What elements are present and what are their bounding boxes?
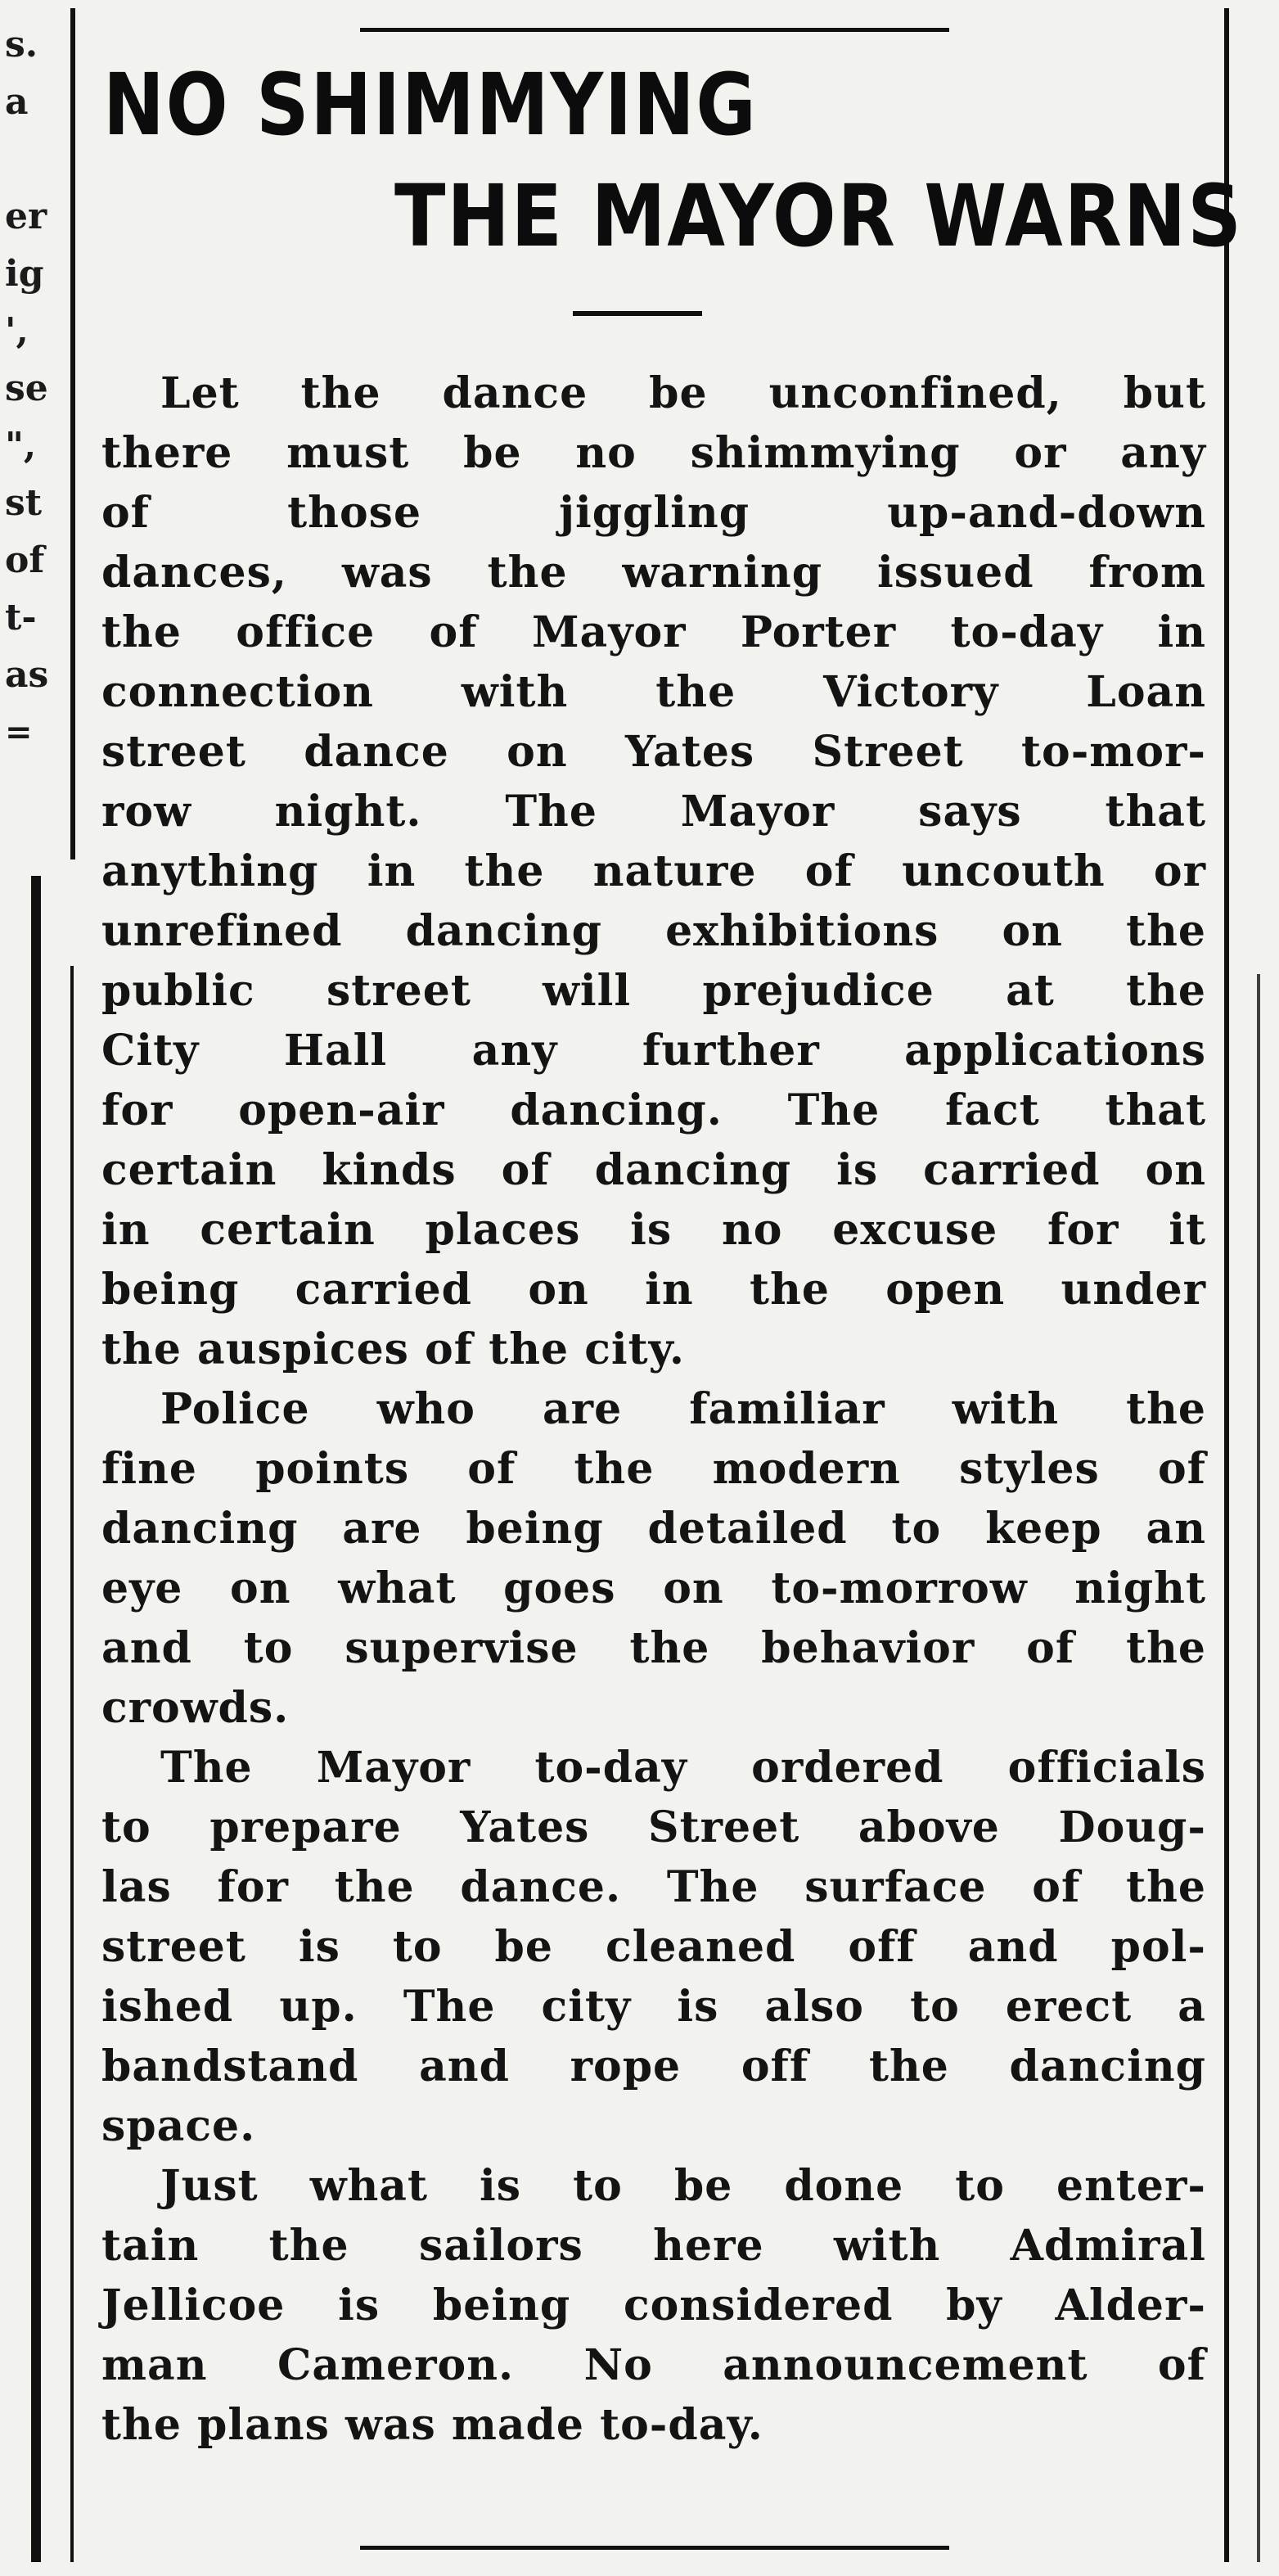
paragraph-line: bandstand and rope off the dancing [101,2041,1206,2091]
fragment: of [5,539,45,581]
paragraph-line: for open-air dancing. The fact that [101,1085,1206,1135]
paragraph-line: unrefined dancing exhibitions on the [101,906,1206,956]
paragraph-line: and to supervise the behavior of the [101,1623,1206,1673]
fragment: st [5,482,43,524]
headline-line-1: NO SHIMMYING [103,55,758,155]
paragraph-line: Just what is to be done to enter- [160,2161,1206,2211]
fragment: a [5,81,29,123]
paragraph-line: the plans was made to-day. [101,2400,763,2450]
paragraph-line: there must be no shimmying or any [101,428,1206,478]
column-rule-left-heavy [31,876,41,2562]
fragment: ', [5,310,29,352]
paragraph-line: City Hall any further applications [101,1026,1206,1076]
paragraph-line: the office of Mayor Porter to-day in [101,607,1206,657]
paragraph-line: to prepare Yates Street above Doug- [101,1802,1206,1852]
fragment: se [5,368,48,409]
fragment: er [5,196,47,237]
fragment: ", [5,425,37,467]
paragraph-line: crowds. [101,1683,290,1733]
paragraph-line: Police who are familiar with the [160,1384,1206,1434]
paragraph-line: of those jiggling up-and-down [101,488,1206,538]
fragment: as [5,654,49,696]
bottom-divider [360,2546,949,2550]
column-rule-left-thin [70,966,74,2562]
paragraph-line: anything in the nature of uncouth or [101,846,1206,896]
fragment: s. [5,24,38,65]
paragraph-line: tain the sailors here with Admiral [101,2221,1206,2271]
paragraph-line: las for the dance. The surface of the [101,1862,1206,1912]
paragraph-line: eye on what goes on to-morrow night [101,1563,1206,1613]
headline-divider [573,311,702,316]
paragraph-line: connection with the Victory Loan [101,667,1206,717]
paragraph-line: row night. The Mayor says that [101,787,1206,837]
fragment [5,131,64,188]
paragraph-line: public street will prejudice at the [101,966,1206,1016]
paragraph-line: the auspices of the city. [101,1324,685,1374]
paragraph-line: in certain places is no excuse for it [101,1205,1206,1255]
column-rule-left [70,8,75,859]
headline-line-2: THE MAYOR WARNS [394,166,1243,266]
paragraph-line: street is to be cleaned off and pol- [101,1922,1206,1972]
paragraph-line: ished up. The city is also to erect a [101,1982,1206,2032]
paragraph-line: dances, was the warning issued from [101,548,1206,598]
fragment: = [5,713,33,751]
paragraph-line: dancing are being detailed to keep an [101,1504,1206,1554]
paragraph-line: space. [101,2101,256,2151]
column-rule-right-thin [1257,974,1260,2562]
paragraph-line: The Mayor to-day ordered officials [160,1743,1206,1793]
paragraph-line: being carried on in the open under [101,1265,1206,1315]
left-column-fragments [5,16,64,761]
paragraph-line: man Cameron. No announcement of [101,2340,1206,2390]
paragraph-line: fine points of the modern styles of [101,1444,1206,1494]
paragraph-line: street dance on Yates Street to-mor- [101,727,1206,777]
fragment: t- [5,597,37,638]
paragraph-line: Let the dance be unconfined, but [160,368,1206,418]
column-rule-right [1224,8,1229,2562]
paragraph-line: certain kinds of dancing is carried on [101,1145,1206,1195]
top-divider [360,28,949,32]
paragraph-line: Jellicoe is being considered by Alder- [101,2281,1206,2330]
fragment: ig [5,253,44,295]
